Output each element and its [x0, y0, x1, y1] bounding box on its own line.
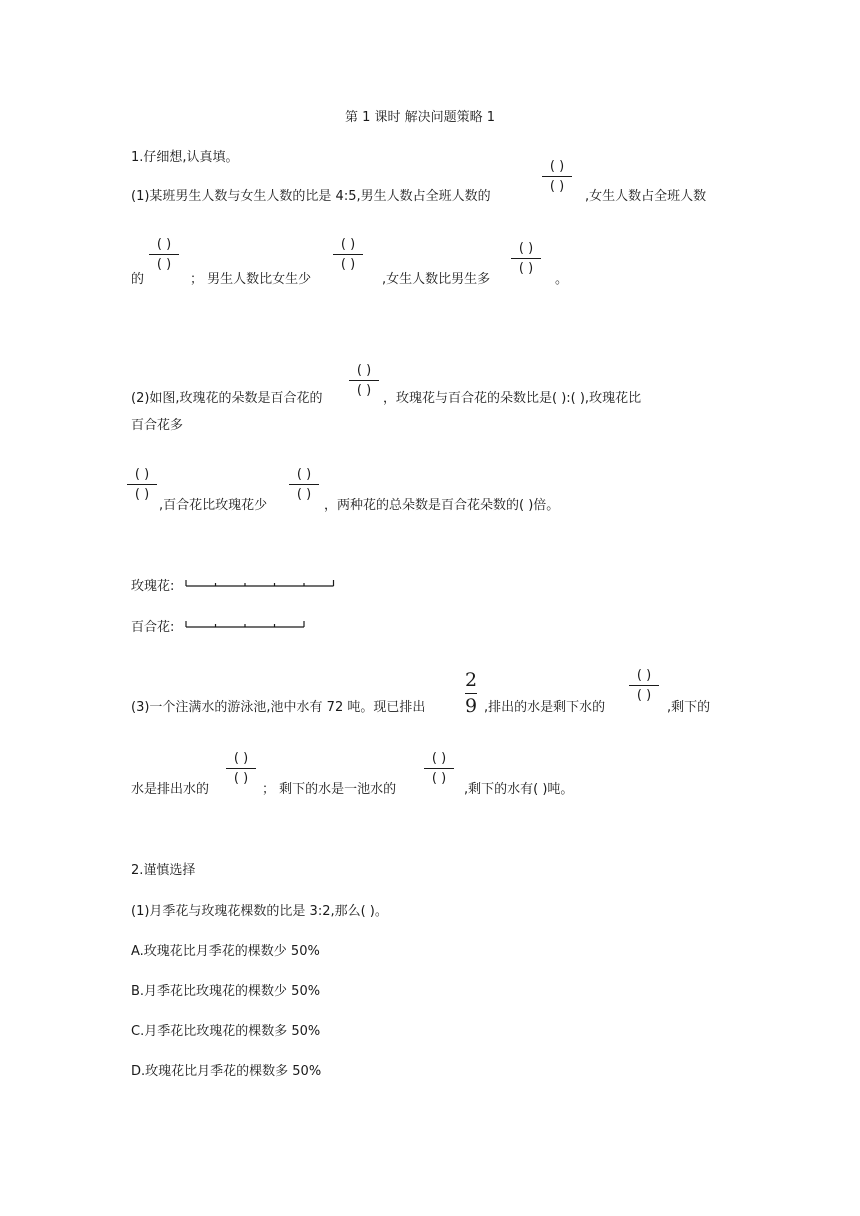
q3-text-c: ,剩下的 — [667, 700, 711, 715]
q2-text-d: ,百合花比玫瑰花少 — [159, 498, 268, 513]
q1-text-e: ,女生人数比男生多 — [382, 272, 491, 287]
rose-label: 玫瑰花: — [131, 579, 175, 594]
s2-option-b[interactable]: B.月季花比玫瑰花的棵数少 50% — [131, 984, 321, 999]
q3-blank-fraction-1[interactable]: ( ) ( ) — [626, 669, 662, 713]
q3-blank-fraction-3[interactable]: ( ) ( ) — [421, 752, 457, 796]
q1-text-c: 的 — [131, 272, 145, 287]
q1-text-b: ,女生人数占全班人数 — [585, 189, 707, 204]
section-1-heading: 1.仔细想,认真填。 — [131, 150, 239, 165]
q2-text-b: ，玫瑰花与百合花的朵数比是( ):( ),玫瑰花比 — [383, 391, 642, 406]
q2-blank-fraction-2[interactable]: ( ) ( ) — [124, 468, 160, 512]
q3-fraction-two-ninths: 2 9 — [464, 669, 478, 717]
s2-question-1: (1)月季花与玫瑰花棵数的比是 3:2,那么( )。 — [131, 904, 388, 919]
q3-text-d: 水是排出水的 — [131, 782, 210, 797]
rose-segment-diagram — [186, 580, 336, 590]
lily-segment-diagram — [186, 621, 336, 631]
q1-blank-fraction-4[interactable]: ( ) ( ) — [508, 242, 544, 286]
q1-text-a: (1)某班男生人数与女生人数的比是 4:5,男生人数占全班人数的 — [131, 189, 491, 204]
q1-text-f: 。 — [555, 272, 569, 287]
q3-text-a: (3)一个注满水的游泳池,池中水有 72 吨。现已排出 — [131, 700, 426, 715]
q1-text-d: ； 男生人数比女生少 — [190, 272, 312, 287]
q2-blank-fraction-3[interactable]: ( ) ( ) — [286, 468, 322, 512]
q3-text-b: ,排出的水是剩下水的 — [484, 700, 606, 715]
q1-blank-fraction-3[interactable]: ( ) ( ) — [330, 238, 366, 282]
q3-text-f: ,剩下的水有( )吨。 — [464, 782, 574, 797]
lily-label: 百合花: — [131, 620, 175, 635]
q1-blank-fraction-1[interactable]: ( ) ( ) — [539, 160, 575, 204]
q3-blank-fraction-2[interactable]: ( ) ( ) — [223, 752, 259, 796]
q2-text-a: (2)如图,玫瑰花的朵数是百合花的 — [131, 391, 323, 406]
q2-text-c: 百合花多 — [131, 418, 184, 433]
s2-option-c[interactable]: C.月季花比玫瑰花的棵数多 50% — [131, 1024, 321, 1039]
q2-blank-fraction-1[interactable]: ( ) ( ) — [346, 364, 382, 408]
q2-text-e: ，两种花的总朵数是百合花朵数的( )倍。 — [324, 498, 560, 513]
s2-option-d[interactable]: D.玫瑰花比月季花的棵数多 50% — [131, 1064, 322, 1079]
page-title: 第 1 课时 解决问题策略 1 — [345, 110, 496, 125]
q1-blank-fraction-2[interactable]: ( ) ( ) — [146, 238, 182, 282]
section-2-heading: 2.谨慎选择 — [131, 863, 196, 878]
q3-text-e: ； 剩下的水是一池水的 — [262, 782, 397, 797]
s2-option-a[interactable]: A.玫瑰花比月季花的棵数少 50% — [131, 944, 320, 959]
